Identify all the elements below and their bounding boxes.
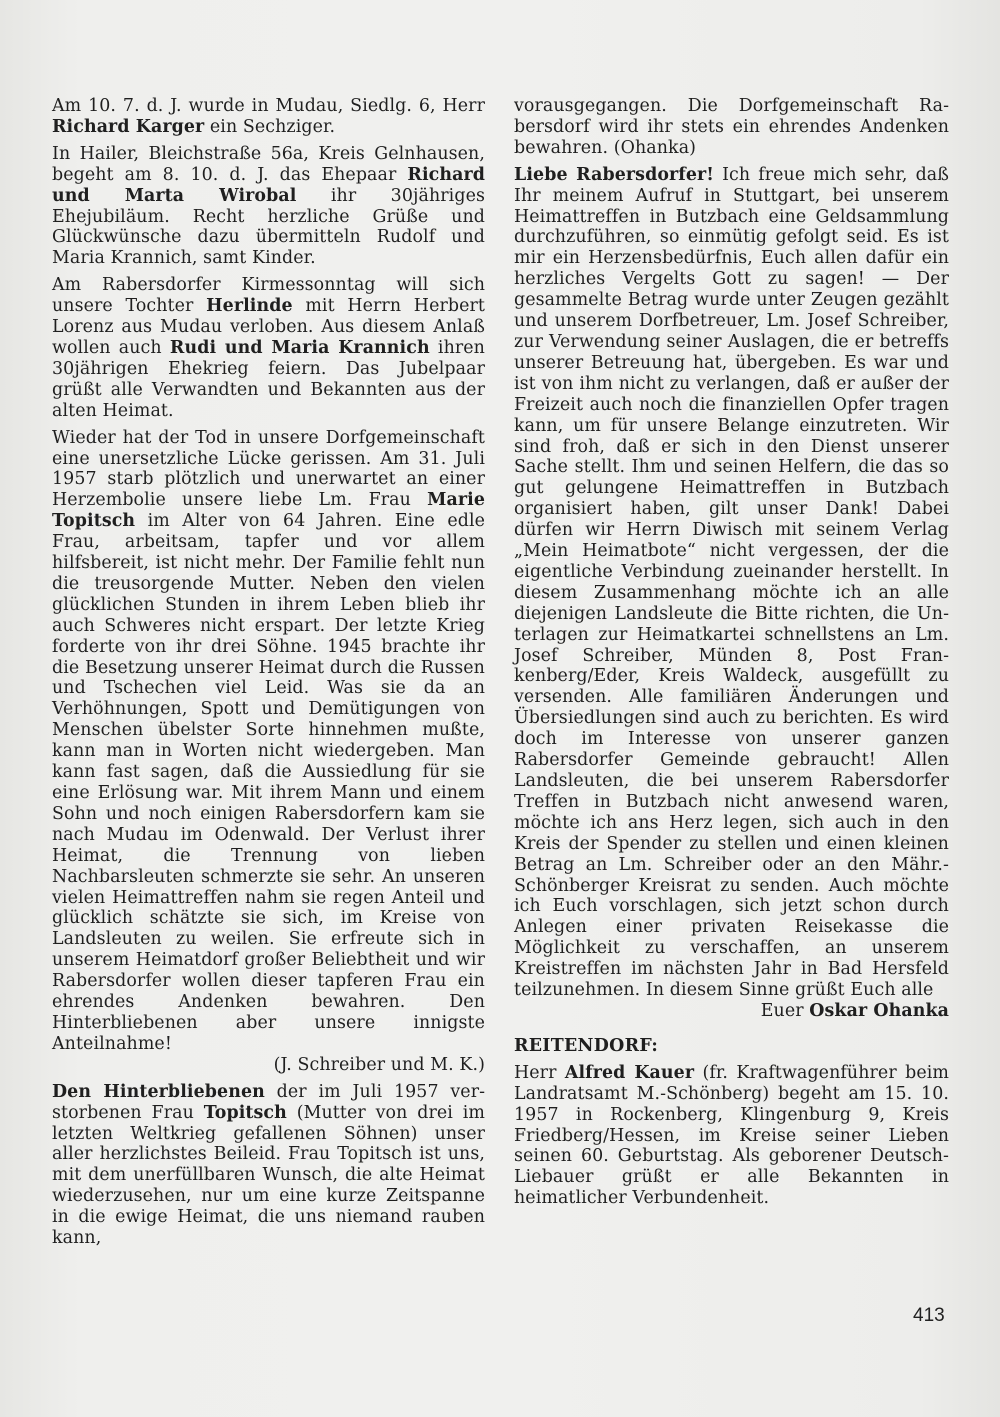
left-column [52, 96, 485, 1255]
text: In Hailer, Bleichstraße 56a, Kreis Gelnhausen, begeht am 8. 10. d. J. das Ehepaar [52, 143, 485, 185]
paragraph-letter-rabersdorfer [514, 165, 949, 1022]
person-name: Richard Karger [52, 116, 205, 137]
person-name: Oskar Ohanka [809, 1000, 949, 1021]
paragraph-engagement [52, 275, 485, 421]
text: Am Rabersdorfer Kirmessonntag will sich unsere Tochter [52, 275, 485, 317]
paragraph-karger-birthday [52, 96, 485, 138]
text: vorausgegangen. Die Dorfgemeinschaft Rabersdorf wird ihr stets ein ehrendes Andenken bewahren. (Ohanka) [514, 96, 949, 158]
right-column [514, 96, 949, 1215]
text: mit Herrn Herbert Lorenz aus Mudau verloben. Aus diesem Anlaß wollen auch [52, 296, 485, 358]
lead-text: Den Hinterbliebenen [52, 1081, 265, 1102]
page-number: 413 [913, 1305, 945, 1326]
section-heading-reitendorf: REITENDORF: [514, 1035, 659, 1056]
person-name: Alfred Kauer [564, 1062, 695, 1083]
signature: (J. Schreiber und M. K.) [273, 1054, 485, 1075]
paragraph-wirobal-anniversary [52, 144, 485, 269]
text: ein Sechziger. [204, 116, 336, 137]
lead-text: Liebe Rabersdorfer! [514, 164, 715, 185]
text: Herr [514, 1062, 565, 1083]
text: ihren 30jährigen Ehekrieg feiern. Das Jubelpaar grüßt alle Verwandten und Bekannten aus der alten Heimat. [52, 337, 485, 421]
person-name: Topitsch [203, 1102, 287, 1123]
text: Ich freue mich sehr, daß Ihr meinem Aufruf in Stuttgart, bei unserem Heimattreffen in Butzbach eine Geldsammlung durchzuführen, so einmütig gefolgt seid. Es ist mir ein Herzensbedürfnis, Euch allen dafür ein herzliches Vergelts Gott zu sagen! — Der gesammelte Betrag wurde unter Zeugen gezählt und unserem Dorfbetreuer, Lm. Josef Schreiber, zur Verwendung seiner Auslagen, die er betreffs unserer Betreuung hat, übergeben. Es war und ist von ihm nicht zu verlangen, daß er außer der Freizeit auch noch die finanziellen Opfer tragen kann, um für unsere Belange einzutreten. Wir sind froh, daß er sich in den Dienst unserer Sache stellt. Ihm und seinen Helfern, die das so gut gelungene Heimattreffen in Butzbach organisiert haben, gilt unser Dank! Dabei dürfen wir Herrn Diwisch mit seinem Verlag „Mein Heimatbote“ nicht vergessen, der die eigentliche Verbindung zueinander herstellt. In diesem Zusammenhang möchte ich an alle diejenigen Landsleute die Bitte richten, die Unterlagen zur Heimatkartei schnellstens an Lm. Josef Schreiber, Münden 8, Post Frankenberg/Eder, Kreis Waldeck, ausgefüllt zu versenden. Alle familiären Änderungen und Übersiedlungen sind auch zu berichten. Es wird doch im Interesse von unserer ganzen Rabersdorfer Gemeinde gebraucht! Allen Landsleuten, die bei unserem Rabersdorfer Treffen in Butzbach nicht anwesend waren, möchte ich ans Herz legen, sich auch in den Kreis der Spender zu stellen und einen kleinen Betrag an Lm. Schreiber oder an den Mähr.-Schönberger Kreisrat zu senden. Auch möchte ich Euch vorschlagen, sich jetzt schon durch Anlegen einer privaten Reisekasse die Möglichkeit zu verschaffen, an unserem Kreistreffen im nächsten Jahr in Bad Hersfeld teilzunehmen. In diesem Sinne grüßt Euch alle [514, 164, 949, 1001]
signature [514, 1001, 949, 1022]
person-name: Richard und Marta Wirobal [52, 164, 485, 206]
person-name: Herlinde [206, 296, 293, 317]
text: im Alter von 64 Jahren. Eine edle Frau, arbeitsam, tapfer und vor allem hilfsbereit, ist nicht mehr. Der Familie fehlt nun die treusorgende Mutter. Neben den vielen glücklichen Stunden in ihrem Leben blieb ihr auch Schweres nicht erspart. Der letzte Krieg forderte von ihr drei Söhne. 1945 brachte ihr die Besetzung unserer Heimat durch die Russen und Tschechen viel Leid. Was sie da an Verhöhnungen, Spott und Demütigungen von Menschen übelster Sorte hinnehmen mußte, kann man in Worten nicht wiedergeben. Man kann fast sagen, daß die Aussiedlung für sie eine Erlösung war. Mit ihrem Mann und einem Sohn und noch einigen Rabersdorfern kam sie nach Mudau im Odenwald. Der Verlust ihrer Heimat, die Trennung von lieben Nachbarsleuten schmerzte sie sehr. An unseren vielen Heimattreffen nahm sie regen Anteil und glücklich schätzte sie sich, im Kreise von Landsleuten zu weilen. Sie erfreute sich in unserem Heimatdorf großer Beliebtheit und wir Rabersdorfer wollen dieser tapferen Frau ein ehrendes Andenken bewahren. Den Hinterbliebenen aber unsere innigste Anteilnahme! [52, 511, 485, 1054]
text: Am 10. 7. d. J. wurde in Mudau, Siedlg. 6, Herr [52, 96, 485, 116]
paragraph-condolences [52, 1082, 485, 1249]
paragraph-obituary-topitsch [52, 428, 485, 1076]
text: Euer [760, 1000, 810, 1021]
paragraph-condolences-continued [514, 96, 949, 159]
text: der im Juli 1957 verstorbenen Frau [52, 1081, 486, 1123]
person-name: Marie Topitsch [52, 490, 485, 532]
paragraph-kauer-birthday [514, 1063, 949, 1209]
text: (fr. Kraftwagenführer beim Landratsamt M.-Schönberg) begeht am 15. 10. 1957 in Rockenberg, Klingenburg 9, Kreis Friedberg/Hessen, im Kreise seiner Lieben seinen 60. Geburtstag. Als geborener Deutsch-Liebauer grüßt er alle Bekannten in heimatlicher Verbundenheit. [514, 1062, 949, 1209]
text: ihr 30jähriges Ehejubiläum. Recht herzliche Grüße und Glückwünsche dazu übermitteln Rudolf und Maria Krannich, samt Kinder. [52, 185, 485, 269]
text: Wieder hat der Tod in unsere Dorfgemeinschaft eine unersetzliche Lücke gerissen. Am 31. Juli 1957 starb plötzlich und unerwartet an einer Herzembolie unsere liebe Lm. Frau [52, 427, 485, 511]
text: (Mutter von drei im letzten Weltkrieg gefallenen Söhnen) unser aller herzlichstes Beileid. Frau Topitsch ist uns, mit dem unerfüllbaren Wunsch, die alte Heimat wiederzusehen, nur um eine kurze Zeitspanne in die ewige Heimat, die uns niemand rauben kann, [52, 1102, 485, 1249]
person-name: Rudi und Maria Krannich [169, 337, 430, 358]
